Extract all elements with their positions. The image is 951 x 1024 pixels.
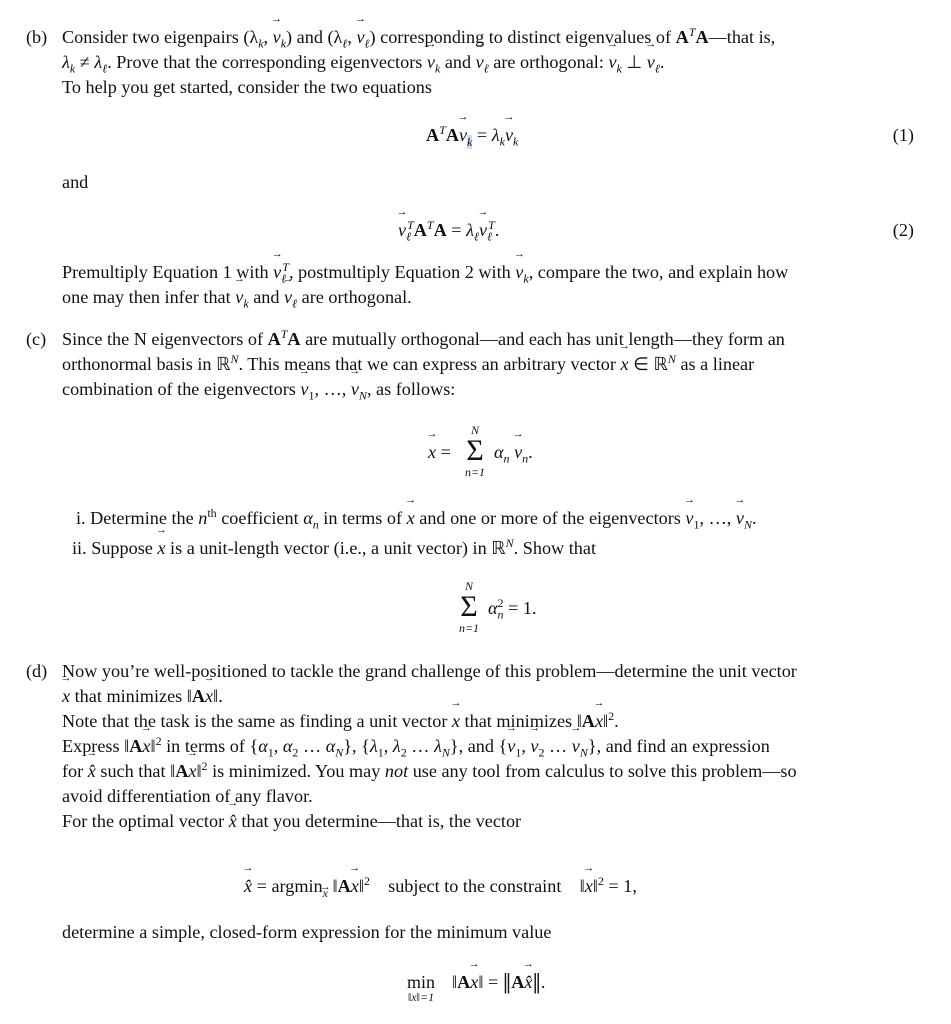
part-d [26,659,926,834]
part-b-line-3: To help you get started, consider the two equations [62,77,432,97]
part-c-line-2: orthonormal basis in ℝ$^N$. This means that we can express an arbitrary vector → x ∈ ℝ$^N$ as a linear [62,352,926,377]
sum-symbol-2: N Σ n=1 [458,579,480,635]
part-c-label: (c) [26,329,47,349]
argmin-equation: → x̂ = argminx ‖A→ x‖$^2$ subject to the constraint ‖→ x‖$^2$ = 1, [244,874,637,899]
part-b-line-5: one may then infer that → $v_k$ and → $v_\ell$ are orthogonal. [62,285,926,310]
equation-1-body: $A^TA\to v_k = \lambda_k\to v_k$ [426,123,518,148]
equation-2-body: → $v_\ell^TA^TA = \lambda_\ell\to v_\ell^T$. [398,218,499,243]
part-d-line-5: for → x̂ such that ‖A→ x‖$^2$ is minimized. You may not use any tool from calculus to solve this problem—so [62,759,926,784]
equation-2-number: (2) [892,220,914,240]
part-c-line-1: Since the N eigenvectors of $A^TA$ are mutually orthogonal—and each has unit length—they form an [62,326,785,349]
part-d-line-1: Now you’re well-positioned to tackle the grand challenge of this problem—determine the unit vector [62,661,797,681]
part-c [26,327,926,402]
equation-1 [62,123,926,148]
and-label: and [62,172,89,192]
part-b [26,25,926,310]
part-b-label: (b) [26,27,48,47]
equation-2 [62,218,926,243]
part-c-line-3: combination of the eigenvectors → $v_1$, …, → $v_N$, as follows: [62,377,926,402]
document-page: (b) Consider two eigenpairs ($\lambda_k$, → $v_k$) and ($\lambda_\ell$, → $v_\ell$) corresponding to distinct eigenvalues of $A^TA—that$ is, $\lambda_k \ne \lambda_\ell$. Prove that the corresponding eigenvectors → $v_k$ and → $v_\ell$ are orthogonal: → $v_k$ ⊥ → $v_\ell$. To help you get started, consider the two equations $A^TA\to v_k = \lambda_k\to v_k$ (1) and → $v_\ell^TA^TA = \lambda_\ell\to v_\ell^T$. (2) Premultiply Equation 1 with → $v_\ell^T$, postmultiply Equation 2 with → $v_k$, compare the two, and explain how one may then infer that → $v_k$ and → $v_\ell$ are orthogonal. (c) Since the N eigenvectors of $A^TA$ are mutually orthogonal—and each has unit length—they form an orthonormal basis in ℝ$^N$. This means that we can express an arbitrary vector → x ∈ ℝ$^N$ as a linear combination of the eigenvectors → $v_1$, …, → $v_N$, as follows: → x = N Σ n=1 $\alpha_n \to v_n$. i. Determine the $n^{th}$ coefficient $\alpha_n$ in terms of → x and one or more of the eigenvectors → $v_1$, …, → $v_N$. ii. Suppose → x is a unit-length vector (i.e., a unit vector) in ℝ$^N$. Show that N Σ n=1 $\alpha_n^2 = 1$. (d) Now you’re well-positioned to tackle the grand challenge of this problem—determine the unit vector → x that minimizes ‖A→ x‖. Note that the task is the same as finding a unit vector → x that minimizes ‖A→ x‖$^2$. Express ‖A→ x‖$^2$ in terms of {$\alpha_1$, $\alpha_2$ … $\alpha_N$}, {$\lambda_1$, $\lambda_2$ … $\lambda_N$}, and {→ $v_1$, → $v_2$ … → $v_N$}, and find an expression for → x̂ such that ‖A→ x‖$^2$ is minimized. You may not use any tool from calculus to solve this problem—so avoid differentiation of any flavor. For the optimal vector → x̂ that you determine—that is, the vector → x̂ = argminx ‖A→ x‖$^2$ subject to the constraint ‖→ x‖$^2$ = 1, determine a simple, closed-form expression for the minimum value min ‖x‖=1 ‖A→ x‖ = ‖A→ x̂‖. [0,0,951,1024]
part-b-line-2: $\lambda_k \ne \lambda_\ell$. Prove that the corresponding eigenvectors → $v_k$ and → $v_\ell$ are orthogonal: → $v_k$ ⊥ → $v_\ell$. [62,50,926,75]
part-b-line-1: Consider two eigenpairs ($\lambda_k$, → $v_k$) and ($\lambda_\ell$, → $v_\ell$) corresponding to distinct eigenvalues of $A^TA—that$ is, [62,25,926,50]
part-b-line-4: Premultiply Equation 1 with → $v_\ell^T$, postmultiply Equation 2 with → $v_k$, compare the two, and explain how [62,260,926,285]
equation-1-number: (1) [892,125,914,145]
part-d-line-6: avoid differentiation of any flavor. [62,786,313,806]
part-c-sub-ii: ii. Suppose → x is a unit-length vector (i.e., a unit vector) in ℝ$^N$. Show that [72,536,596,561]
min-operator: min ‖x‖=1 [406,972,435,1004]
part-d-label: (d) [26,661,48,681]
part-d-line-7: For the optimal vector → x̂ that you determine—that is, the vector [62,809,926,834]
part-c-sub-i: i. Determine the $n^{th}$ coefficient $\alpha_n$ in terms of → x and one or more of the eigenvectors → $v_1$, …, → $v_N$. [76,506,757,531]
part-d-line-8: determine a simple, closed-form expression for the minimum value [62,922,552,942]
part-d-line-4: Express ‖A→ x‖$^2$ in terms of {$\alpha_1$, $\alpha_2$ … $\alpha_N$}, {$\lambda_1$, $\lambda_2$ … $\lambda_N$}, and {→ $v_1$, → $v_2$ … → $v_N$}, and find an expression [62,734,926,759]
part-d-line-3: Note that the task is the same as finding a unit vector → x that minimizes ‖A→ x‖$^2$. [62,709,926,734]
part-d-line-2: → x that minimizes ‖A→ x‖. [62,684,926,709]
sum-symbol-1: N Σ n=1 [464,423,486,479]
